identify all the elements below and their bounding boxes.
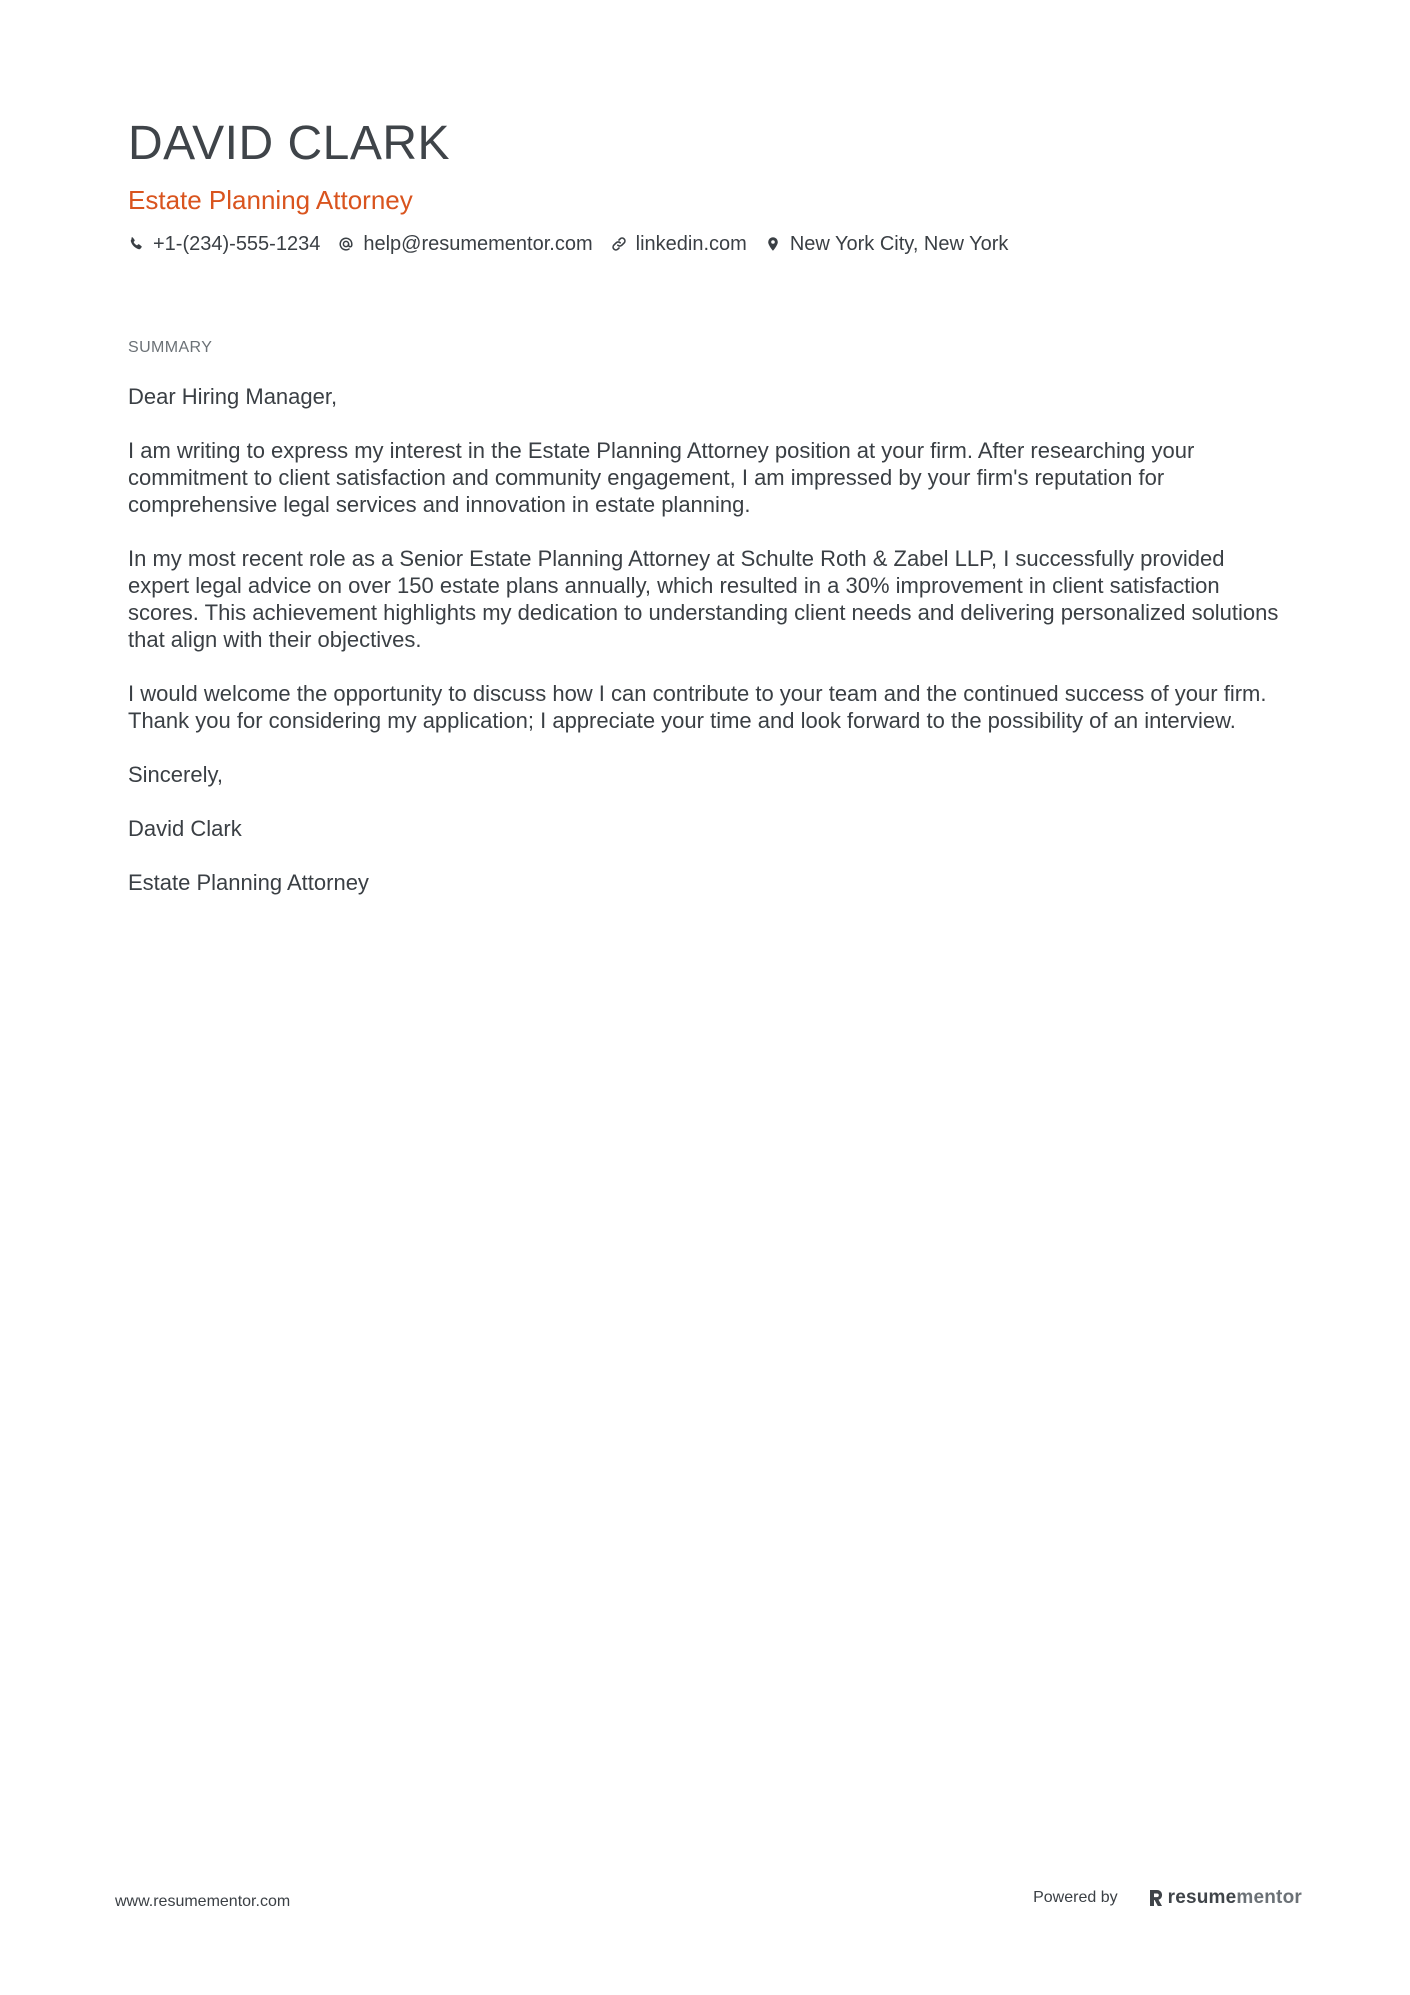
footer-website[interactable]: www.resumementor.com xyxy=(115,1893,291,1910)
resumementor-logo-icon xyxy=(1148,1888,1164,1908)
brand-name-part1: resume xyxy=(1167,1887,1237,1908)
contact-email[interactable] xyxy=(338,230,592,258)
contact-location-text: New York City, New York xyxy=(789,233,1009,255)
contact-email-text[interactable]: help@resumementor.com xyxy=(363,233,593,255)
letter-greeting: Dear Hiring Manager, xyxy=(128,384,338,409)
letter-header xyxy=(128,112,1288,258)
signature-title: Estate Planning Attorney xyxy=(128,870,369,895)
contact-phone-text: +1-(234)-555-1234 xyxy=(153,233,321,255)
letter-paragraph-2: In my most recent role as a Senior Estate Planning Attorney at Schulte Roth & Zabel LLP, I successfully provided expert legal advice on over 150 estate plans annually, which resulted in a 30% improvement in client satisfaction scores. This achievement highlights my dedication to understanding client needs and delivering personalized solutions that align with their objectives. xyxy=(128,546,1279,652)
phone-icon xyxy=(128,236,144,252)
contact-info xyxy=(128,230,1288,258)
letter-paragraph-3: I would welcome the opportunity to discuss how I can contribute to your team and the continued success of your firm. Thank you for considering my application; I appreciate your time and look forward to the possibility of an interview. xyxy=(128,681,1267,733)
brand-logo[interactable] xyxy=(1148,1887,1302,1909)
signature-name: David Clark xyxy=(128,816,242,841)
letter-body xyxy=(128,383,1288,923)
letter-paragraph-1: I am writing to express my interest in the Estate Planning Attorney position at your firm. After researching your commitment to client satisfaction and community engagement, I am impressed by your firm's reputation for comprehensive legal services and innovation in estate planning. xyxy=(128,438,1195,517)
letter-closing: Sincerely, xyxy=(128,762,223,787)
candidate-name: DAVID CLARK xyxy=(128,117,451,170)
brand-name-part2: mentor xyxy=(1236,1887,1302,1908)
link-icon xyxy=(611,236,627,252)
at-icon xyxy=(338,236,354,252)
section-heading-summary: SUMMARY xyxy=(128,339,213,356)
contact-location xyxy=(765,230,1009,258)
footer-branding xyxy=(1033,1887,1302,1909)
location-pin-icon xyxy=(765,236,781,252)
contact-linkedin[interactable] xyxy=(611,230,747,258)
powered-by-label: Powered by xyxy=(1033,1889,1118,1906)
contact-linkedin-text[interactable]: linkedin.com xyxy=(635,233,747,255)
candidate-role: Estate Planning Attorney xyxy=(128,185,413,215)
contact-phone xyxy=(128,230,320,258)
